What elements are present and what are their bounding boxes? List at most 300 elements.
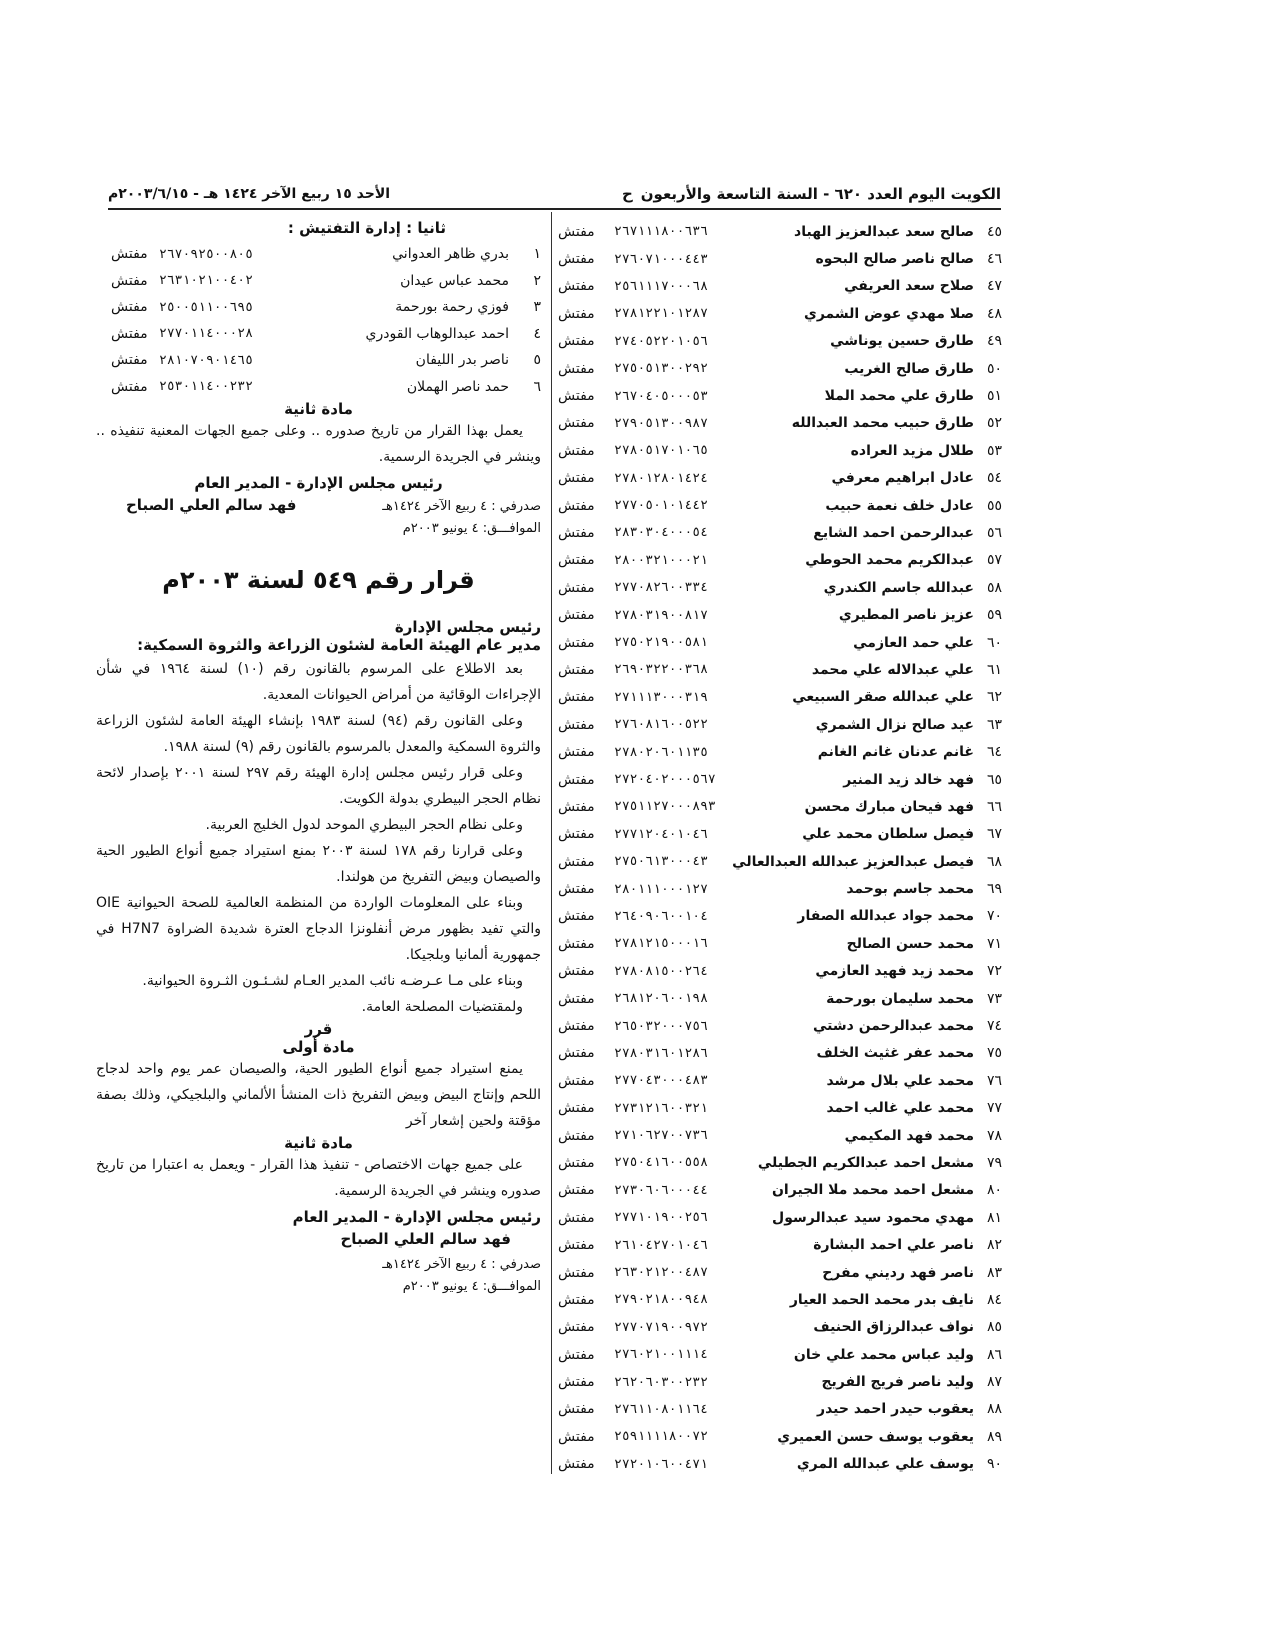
roster-name: طلال مزيد العراده — [850, 442, 974, 459]
roster-civil-id: ٢٧٦٠٢١٠٠١١١٤ — [614, 1347, 708, 1363]
roster-name: علي عبدالاله علي محمد — [811, 661, 974, 678]
roster-job-title: مفتش — [558, 689, 595, 706]
inspection-number: ١ — [533, 246, 541, 263]
roster-civil-id: ٢٧٨١٢١٥٠٠٠١٦ — [614, 936, 708, 952]
decree1-signatory: فهد سالم العلي الصباح — [126, 496, 297, 514]
roster-list — [558, 218, 1002, 1478]
decree2-decided: قرر — [304, 1020, 333, 1038]
roster-name: فيصل عبدالعزيز عبدالله العبدالعالي — [732, 853, 974, 870]
header-section-letter: ح — [621, 185, 633, 203]
roster-job-title: مفتش — [558, 1209, 595, 1226]
page-header — [108, 180, 1001, 210]
decree2-article1-title: مادة أولى — [282, 1038, 355, 1056]
roster-name: علي حمد العازمي — [853, 634, 974, 651]
roster-job-title: مفتش — [558, 305, 595, 322]
roster-row — [558, 574, 1002, 601]
roster-civil-id: ٢٧٨٠٣١٩٠٠٨١٧ — [614, 607, 708, 623]
roster-civil-id: ٢٨٠١١١٠٠٠١٢٧ — [614, 881, 708, 897]
roster-number: ٧٥ — [986, 1045, 1002, 1062]
roster-row — [558, 328, 1002, 355]
roster-job-title: مفتش — [558, 524, 595, 541]
roster-number: ٤٥ — [986, 223, 1002, 240]
preamble-paragraph: وبناء على المعلومات الواردة من المنظمة العالمية للصحة الحيوانية OIE والتي تفيد بظهور مرض أنفلونزا الدجاج العترة شديدة الضراوة H7N7 في جمهورية ألمانيا وبلجيكا. — [96, 895, 542, 963]
roster-row — [558, 985, 1002, 1012]
roster-name: عيد صالح نزال الشمري — [815, 716, 974, 733]
roster-name: يعقوب حيدر احمد حيدر — [817, 1401, 974, 1418]
roster-civil-id: ٢٧٦٠٧١٠٠٠٤٤٣ — [614, 251, 708, 267]
roster-number: ٧٦ — [986, 1072, 1002, 1089]
roster-number: ٦٥ — [986, 771, 1002, 788]
decree1-article-title: مادة ثانية — [284, 400, 353, 418]
decree2-preamble — [96, 656, 541, 1020]
roster-job-title: مفتش — [558, 1456, 595, 1473]
decree2-signatory: فهد سالم العلي الصباح — [340, 1230, 511, 1248]
roster-number: ٦٢ — [986, 689, 1002, 706]
roster-number: ٧٠ — [986, 908, 1002, 925]
roster-name: طارق حسين يوناشي — [830, 333, 974, 350]
roster-name: عبدالكريم محمد الحوطي — [805, 552, 974, 569]
roster-job-title: مفتش — [558, 552, 595, 569]
roster-number: ٦٠ — [986, 634, 1002, 651]
roster-name: صلا مهدي عوض الشمري — [803, 305, 974, 322]
decree1-signature-block — [96, 496, 541, 540]
roster-civil-id: ٢٧٤٠٥٢٢٠١٠٥٦ — [614, 333, 708, 349]
roster-number: ٥٤ — [986, 470, 1002, 487]
roster-job-title: مفتش — [558, 360, 595, 377]
roster-number: ٨٤ — [986, 1291, 1002, 1308]
inspection-number: ٥ — [533, 352, 541, 369]
roster-job-title: مفتش — [558, 1072, 595, 1089]
preamble-paragraph: وبناء على مـا عـرضـه نائب المدير العـام لشـئـون الثـروة الحيوانية. — [142, 973, 523, 989]
roster-job-title: مفتش — [558, 497, 595, 514]
inspection-name: حمد ناصر الهملان — [406, 378, 509, 395]
roster-civil-id: ٢٧٨١٢٢١٠١٢٨٧ — [614, 306, 708, 322]
decree2-corresponding: الموافـــق: ٤ يونيو ٢٠٠٣م — [402, 1279, 541, 1294]
inspection-row — [96, 321, 541, 348]
roster-civil-id: ٢٦٣٠٢١٢٠٠٤٨٧ — [614, 1265, 708, 1281]
inspection-job-title: مفتش — [111, 352, 148, 369]
roster-civil-id: ٢٧٥١١٢٧٠٠٠٨٩٣ — [614, 799, 716, 815]
roster-name: محمد زيد فهيد العازمي — [815, 963, 974, 980]
roster-civil-id: ٢٦٧١١١٨٠٠٦٣٦ — [614, 224, 708, 240]
roster-civil-id: ٢٥٩١١١١٨٠٠٧٢ — [614, 1429, 708, 1445]
roster-name: عبدالله جاسم الكندري — [823, 579, 974, 596]
left-column — [96, 215, 541, 1298]
roster-name: محمد علي غالب احمد — [826, 1100, 974, 1117]
roster-row — [558, 711, 1002, 738]
roster-job-title: مفتش — [558, 634, 595, 651]
roster-number: ٨١ — [986, 1209, 1002, 1226]
roster-name: محمد علي بلال مرشد — [826, 1072, 974, 1089]
roster-name: عبدالرحمن احمد الشايع — [813, 524, 974, 541]
roster-job-title: مفتش — [558, 579, 595, 596]
roster-row — [558, 1177, 1002, 1204]
inspection-job-title: مفتش — [111, 325, 148, 342]
roster-civil-id: ٢٧٧٠٧١٩٠٠٩٧٢ — [614, 1319, 708, 1335]
roster-job-title: مفتش — [558, 388, 595, 405]
roster-name: ناصر علي احمد البشارة — [813, 1237, 974, 1254]
roster-civil-id: ٢٧٦١١٠٨٠١١٦٤ — [614, 1401, 708, 1417]
roster-job-title: مفتش — [558, 716, 595, 733]
roster-number: ٨٦ — [986, 1346, 1002, 1363]
roster-name: وليد عباس محمد علي خان — [793, 1346, 974, 1363]
roster-name: صلاح سعد العريفي — [844, 278, 974, 295]
roster-number: ٧٤ — [986, 1018, 1002, 1035]
roster-number: ٥٣ — [986, 442, 1002, 459]
roster-civil-id: ٢٧٥٠٦١٣٠٠٠٤٣ — [614, 854, 708, 870]
roster-number: ٦٦ — [986, 798, 1002, 815]
roster-name: محمد جاسم بوحمد — [846, 881, 974, 898]
roster-civil-id: ٢٧٨٠١٢٨٠١٤٢٤ — [614, 470, 708, 486]
decree1-signature-title: رئيس مجلس الإدارة - المدير العام — [194, 474, 443, 492]
roster-job-title: مفتش — [558, 415, 595, 432]
roster-civil-id: ٢٧٧١٢٠٤٠١٠٤٦ — [614, 826, 708, 842]
roster-name: مشعل احمد عبدالكريم الجطيلي — [757, 1154, 974, 1171]
roster-job-title: مفتش — [558, 1182, 595, 1199]
roster-row — [558, 1040, 1002, 1067]
roster-row — [558, 601, 1002, 628]
roster-number: ٩٠ — [986, 1456, 1002, 1473]
roster-name: محمد جواد عبدالله الصفار — [797, 908, 974, 925]
roster-number: ٧٢ — [986, 963, 1002, 980]
roster-row — [558, 1286, 1002, 1313]
roster-row — [558, 1259, 1002, 1286]
roster-civil-id: ٢٨٣٠٣٠٤٠٠٠٥٤ — [614, 525, 708, 541]
roster-row — [558, 738, 1002, 765]
roster-civil-id: ٢٦٥٠٣٢٠٠٠٧٥٦ — [614, 1018, 708, 1034]
inspection-name: فوزي رحمة بورحمة — [395, 299, 509, 316]
roster-name: يعقوب يوسف حسن العميري — [777, 1428, 974, 1445]
roster-number: ٥٥ — [986, 497, 1002, 514]
roster-number: ٨٨ — [986, 1401, 1002, 1418]
inspection-civil-id: ٢٥٠٠٥١١٠٠٦٩٥ — [159, 299, 253, 315]
roster-job-title: مفتش — [558, 908, 595, 925]
roster-row — [558, 519, 1002, 546]
roster-civil-id: ٢٦٧٠٤٠٥٠٠٠٥٣ — [614, 388, 708, 404]
roster-row — [558, 465, 1002, 492]
roster-job-title: مفتش — [558, 1154, 595, 1171]
roster-job-title: مفتش — [558, 963, 595, 980]
roster-civil-id: ٢٧٨٠٥١٧٠١٠٦٥ — [614, 443, 708, 459]
roster-number: ٧٧ — [986, 1100, 1002, 1117]
roster-name: محمد حسن الصالح — [846, 935, 974, 952]
roster-name: فهد فيحان مبارك محسن — [804, 798, 974, 815]
roster-name: عادل خلف نعمة حبيب — [825, 497, 974, 514]
inspection-list — [96, 241, 541, 400]
roster-job-title: مفتش — [558, 661, 595, 678]
roster-name: فهد خالد زيد المنير — [843, 771, 974, 788]
roster-job-title: مفتش — [558, 278, 595, 295]
roster-row — [558, 1149, 1002, 1176]
roster-civil-id: ٢٧٩٠٥١٣٠٠٩٨٧ — [614, 415, 708, 431]
roster-number: ٥١ — [986, 388, 1002, 405]
roster-name: صالح سعد عبدالعزيز الهباد — [794, 223, 974, 240]
inspection-job-title: مفتش — [111, 378, 148, 395]
roster-job-title: مفتش — [558, 1045, 595, 1062]
roster-civil-id: ٢٦١٠٤٢٧٠١٠٤٦ — [614, 1237, 708, 1253]
roster-civil-id: ٢٧٧٠٥٠١٠١٤٤٢ — [614, 498, 708, 514]
roster-name: طارق صالح الغريب — [844, 360, 974, 377]
roster-number: ٦٤ — [986, 744, 1002, 761]
roster-job-title: مفتش — [558, 744, 595, 761]
roster-number: ٤٦ — [986, 251, 1002, 268]
decree2-article2-title: مادة ثانية — [284, 1134, 353, 1152]
roster-job-title: مفتش — [558, 1319, 595, 1336]
roster-job-title: مفتش — [558, 442, 595, 459]
roster-job-title: مفتش — [558, 1428, 595, 1445]
roster-number: ٦٧ — [986, 826, 1002, 843]
inspection-row — [96, 294, 541, 321]
inspection-job-title: مفتش — [111, 299, 148, 316]
roster-job-title: مفتش — [558, 990, 595, 1007]
roster-number: ٧٩ — [986, 1154, 1002, 1171]
inspection-civil-id: ٢٦٣١٠٢١٠٠٤٠٢ — [159, 273, 253, 289]
roster-number: ٧١ — [986, 935, 1002, 952]
roster-row — [558, 684, 1002, 711]
roster-row — [558, 1423, 1002, 1450]
preamble-paragraph: وعلى قرار رئيس مجلس إدارة الهيئة رقم ٢٩٧ لسنة ٢٠٠١ بإصدار لائحة نظام الحجر البيطري بدولة الكويت. — [96, 765, 541, 807]
decree2-authority-1: رئيس مجلس الإدارة — [394, 618, 541, 636]
header-date: الأحد ١٥ ربيع الآخر ١٤٢٤ هـ - ٢٠٠٣/٦/١٥م — [108, 186, 391, 202]
decree2-signature-title: رئيس مجلس الإدارة - المدير العام — [292, 1208, 541, 1226]
inspection-name: بدري ظاهر العدواني — [392, 246, 509, 263]
roster-job-title: مفتش — [558, 1291, 595, 1308]
decree2-issued: صدرفي : ٤ ربيع الآخر ١٤٢٤هـ — [382, 1257, 541, 1272]
roster-row — [558, 1341, 1002, 1368]
roster-civil-id: ٢٧٣١٢١٦٠٠٣٢١ — [614, 1100, 708, 1116]
roster-job-title: مفتش — [558, 798, 595, 815]
roster-civil-id: ٢٦٩٠٣٢٢٠٠٣٦٨ — [614, 662, 708, 678]
roster-civil-id: ٢٧٢٠١٠٦٠٠٤٧١ — [614, 1456, 708, 1472]
roster-number: ٥٦ — [986, 524, 1002, 541]
roster-number: ٥٢ — [986, 415, 1002, 432]
roster-job-title: مفتش — [558, 470, 595, 487]
roster-job-title: مفتش — [558, 1127, 595, 1144]
roster-number: ٨٣ — [986, 1264, 1002, 1281]
roster-civil-id: ٢٧٣٠٦٠٦٠٠٠٤٤ — [614, 1182, 708, 1198]
decree1-corresponding: الموافـــق: ٤ يونيو ٢٠٠٣م — [402, 521, 541, 536]
roster-number: ٦١ — [986, 661, 1002, 678]
inspection-number: ٢ — [533, 272, 541, 289]
roster-job-title: مفتش — [558, 853, 595, 870]
roster-row — [558, 492, 1002, 519]
inspection-row — [96, 268, 541, 295]
roster-number: ٥٧ — [986, 552, 1002, 569]
roster-civil-id: ٢٧٥٠٥١٣٠٠٢٩٢ — [614, 361, 708, 377]
preamble-paragraph: ولمقتضيات المصلحة العامة. — [361, 999, 523, 1015]
roster-civil-id: ٢٧٦٠٨١٦٠٠٥٢٢ — [614, 717, 708, 733]
preamble-paragraph: وعلى نظام الحجر البيطري الموحد لدول الخليج العربية. — [205, 817, 523, 833]
roster-name: نايف بدر محمد الحمد العيار — [789, 1291, 974, 1308]
roster-job-title: مفتش — [558, 333, 595, 350]
roster-number: ٤٩ — [986, 333, 1002, 350]
preamble-paragraph: وعلى قرارنا رقم ١٧٨ لسنة ٢٠٠٣ بمنع استيراد جميع أنواع الطيور الحية والصيصان وبيض التفريخ من هولندا. — [96, 843, 541, 885]
roster-row — [558, 1396, 1002, 1423]
roster-name: محمد عفر غثيث الخلف — [816, 1045, 974, 1062]
decree1-issued: صدرفي : ٤ ربيع الآخر ١٤٢٤هـ — [382, 499, 541, 514]
roster-name: يوسف علي عبدالله المري — [796, 1456, 974, 1473]
inspection-row — [96, 347, 541, 374]
roster-number: ٤٧ — [986, 278, 1002, 295]
roster-civil-id: ٢٧٨٠٢٠٦٠١١٣٥ — [614, 744, 708, 760]
roster-job-title: مفتش — [558, 1100, 595, 1117]
roster-job-title: مفتش — [558, 1018, 595, 1035]
decree2-article1-text: يمنع استيراد جميع أنواع الطيور الحية، والصيصان عمر يوم واحد لدجاج اللحم وإنتاج البيض وبيض التفريخ ذات المنشأ الألماني والبلجيكي، وذلك بصفة مؤقتة ولحين إشعار آخر — [96, 1061, 541, 1129]
roster-job-title: مفتش — [558, 935, 595, 952]
roster-row — [558, 1012, 1002, 1039]
roster-row — [558, 903, 1002, 930]
roster-name: محمد فهد المكيمي — [844, 1127, 974, 1144]
roster-number: ٥٨ — [986, 579, 1002, 596]
roster-name: غانم عدنان غانم الغانم — [817, 744, 974, 761]
roster-civil-id: ٢٧٨٠٣١٦٠١٢٨٦ — [614, 1045, 708, 1061]
roster-civil-id: ٢٧٧١٠١٩٠٠٢٥٦ — [614, 1210, 708, 1226]
decree2-heading: قرار رقم ٥٤٩ لسنة ٢٠٠٣م — [162, 566, 475, 594]
roster-row — [558, 355, 1002, 382]
roster-number: ٨٢ — [986, 1237, 1002, 1254]
roster-job-title: مفتش — [558, 1401, 595, 1418]
roster-number: ٨٠ — [986, 1182, 1002, 1199]
decree2-signature-right — [293, 1208, 541, 1248]
roster-job-title: مفتش — [558, 607, 595, 624]
roster-civil-id: ٢٧٥٠٤١٦٠٠٥٥٨ — [614, 1155, 708, 1171]
roster-row — [558, 1368, 1002, 1395]
column-divider — [551, 212, 552, 1474]
roster-number: ٧٣ — [986, 990, 1002, 1007]
roster-number: ٨٧ — [986, 1374, 1002, 1391]
roster-number: ٦٣ — [986, 716, 1002, 733]
preamble-paragraph: بعد الاطلاع على المرسوم بالقانون رقم (١٠) لسنة ١٩٦٤ في شأن الإجراءات الوقائية من أمراض الحيوانات المعدية. — [96, 661, 541, 703]
roster-row — [558, 821, 1002, 848]
inspection-row — [96, 241, 541, 268]
roster-row — [558, 793, 1002, 820]
roster-row — [558, 766, 1002, 793]
roster-civil-id: ٢٧٧٠٨٢٦٠٠٣٣٤ — [614, 580, 708, 596]
roster-name: محمد سليمان بورحمة — [826, 990, 974, 1007]
inspection-job-title: مفتش — [111, 272, 148, 289]
roster-number: ٨٩ — [986, 1428, 1002, 1445]
roster-row — [558, 1231, 1002, 1258]
inspection-row — [96, 374, 541, 401]
roster-civil-id: ٢٧٩٠٢١٨٠٠٩٤٨ — [614, 1292, 708, 1308]
roster-civil-id: ٢٥٦١١١٧٠٠٠٦٨ — [614, 278, 708, 294]
roster-row — [558, 437, 1002, 464]
roster-name: عزيز ناصر المطيري — [838, 607, 974, 624]
inspection-name: محمد عباس عيدان — [400, 272, 509, 289]
roster-civil-id: ٢٧٢٠٤٠٢٠٠٠٥٦٧ — [614, 772, 716, 787]
inspection-name: ناصر بدر الليفان — [415, 352, 509, 369]
roster-job-title: مفتش — [558, 826, 595, 843]
roster-name: فيصل سلطان محمد علي — [802, 826, 974, 843]
roster-name: صالح ناصر صالح البحوه — [815, 251, 974, 268]
roster-name: ناصر فهد ردیني مفرح — [822, 1264, 974, 1281]
roster-name: مشعل احمد محمد ملا الجيران — [771, 1182, 974, 1199]
roster-row — [558, 1451, 1002, 1478]
roster-number: ٦٩ — [986, 881, 1002, 898]
roster-name: طارق حبيب محمد العبدالله — [791, 415, 974, 432]
roster-civil-id: ٢٦٢٠٦٠٣٠٠٢٣٢ — [614, 1374, 708, 1390]
roster-row — [558, 629, 1002, 656]
roster-row — [558, 300, 1002, 327]
roster-row — [558, 1122, 1002, 1149]
roster-job-title: مفتش — [558, 1346, 595, 1363]
roster-row — [558, 245, 1002, 272]
roster-job-title: مفتش — [558, 223, 595, 240]
roster-row — [558, 273, 1002, 300]
preamble-paragraph: وعلى القانون رقم (٩٤) لسنة ١٩٨٣ بإنشاء الهيئة العامة لشئون الزراعة والثروة السمكية والمعدل بالمرسوم بالقانون رقم (٩) لسنة ١٩٨٨. — [96, 713, 541, 755]
roster-row — [558, 958, 1002, 985]
roster-job-title: مفتش — [558, 1237, 595, 1254]
inspection-civil-id: ٢٥٣٠١١٤٠٠٢٣٢ — [159, 379, 253, 395]
header-publication-group — [622, 185, 1001, 203]
roster-number: ٤٨ — [986, 305, 1002, 322]
roster-row — [558, 218, 1002, 245]
roster-number: ٦٨ — [986, 853, 1002, 870]
roster-row — [558, 875, 1002, 902]
roster-civil-id: ٢٦٨١٢٠٦٠٠١٩٨ — [614, 991, 708, 1007]
roster-civil-id: ٢٧٥٠٢١٩٠٠٥٨١ — [614, 635, 708, 651]
roster-name: طارق علي محمد الملا — [824, 388, 974, 405]
roster-name: وليد ناصر فريج الفريج — [821, 1374, 974, 1391]
roster-row — [558, 1204, 1002, 1231]
decree2-dates — [96, 1254, 541, 1298]
roster-number: ٥٠ — [986, 360, 1002, 377]
roster-job-title: مفتش — [558, 771, 595, 788]
roster-job-title: مفتش — [558, 1374, 595, 1391]
roster-row — [558, 930, 1002, 957]
roster-row — [558, 1067, 1002, 1094]
roster-name: عادل ابراهيم معرفي — [831, 470, 974, 487]
roster-job-title: مفتش — [558, 251, 595, 268]
decree2-article2-text: على جميع جهات الاختصاص - تنفيذ هذا القرار - ويعمل به اعتبارا من تاريخ صدوره وينشر في الجريدة الرسمية. — [96, 1157, 541, 1199]
inspection-number: ٦ — [533, 378, 541, 395]
roster-row — [558, 382, 1002, 409]
roster-row — [558, 410, 1002, 437]
inspection-civil-id: ٢٧٧٠١١٤٠٠٠٢٨ — [159, 326, 253, 342]
inspection-name: احمد عبدالوهاب القودري — [365, 325, 509, 342]
inspection-section-title: ثانيا : إدارة التفتيش : — [287, 219, 446, 237]
roster-civil-id: ٢٧٨٠٨١٥٠٠٢٦٤ — [614, 963, 708, 979]
roster-number: ٥٩ — [986, 607, 1002, 624]
header-publication: الكويت اليوم العدد ٦٢٠ - السنة التاسعة والأربعون — [640, 185, 1001, 203]
roster-civil-id: ٢٧١٠٦٢٧٠٠٧٣٦ — [614, 1128, 708, 1144]
decree1-dates — [382, 496, 541, 540]
roster-civil-id: ٢٦٤٠٩٠٦٠٠١٠٤ — [614, 908, 708, 924]
inspection-number: ٣ — [533, 299, 541, 316]
roster-name: علي عبدالله صقر السبيعي — [792, 689, 974, 706]
roster-civil-id: ٢٧٧٠٤٣٠٠٠٤٨٣ — [614, 1073, 708, 1089]
roster-row — [558, 547, 1002, 574]
decree2-signature-block — [96, 1208, 541, 1248]
roster-civil-id: ٢٨٠٠٣٢١٠٠٠٢١ — [614, 552, 708, 568]
roster-name: نواف عبدالرزاق الحنيف — [813, 1319, 974, 1336]
roster-name: محمد عبدالرحمن دشتي — [812, 1018, 974, 1035]
decree2-authority-2: مدير عام الهيئة العامة لشئون الزراعة والثروة السمكية: — [137, 636, 541, 654]
inspection-civil-id: ٢٨١٠٧٠٩٠١٤٦٥ — [159, 352, 253, 368]
roster-row — [558, 1095, 1002, 1122]
roster-name: مهدي محمود سيد عبدالرسول — [772, 1209, 974, 1226]
roster-row — [558, 1314, 1002, 1341]
roster-civil-id: ٢٧١١١٣٠٠٠٣١٩ — [614, 689, 708, 705]
roster-number: ٧٨ — [986, 1127, 1002, 1144]
roster-row — [558, 848, 1002, 875]
inspection-civil-id: ٢٦٧٠٩٢٥٠٠٨٠٥ — [159, 246, 253, 262]
decree1-article-text: يعمل بهذا القرار من تاريخ صدوره .. وعلى جميع الجهات المعنية تنفيذه .. وينشر في الجريدة الرسمية. — [96, 423, 541, 465]
inspection-job-title: مفتش — [111, 246, 148, 263]
inspection-number: ٤ — [533, 325, 541, 342]
roster-job-title: مفتش — [558, 881, 595, 898]
roster-number: ٨٥ — [986, 1319, 1002, 1336]
